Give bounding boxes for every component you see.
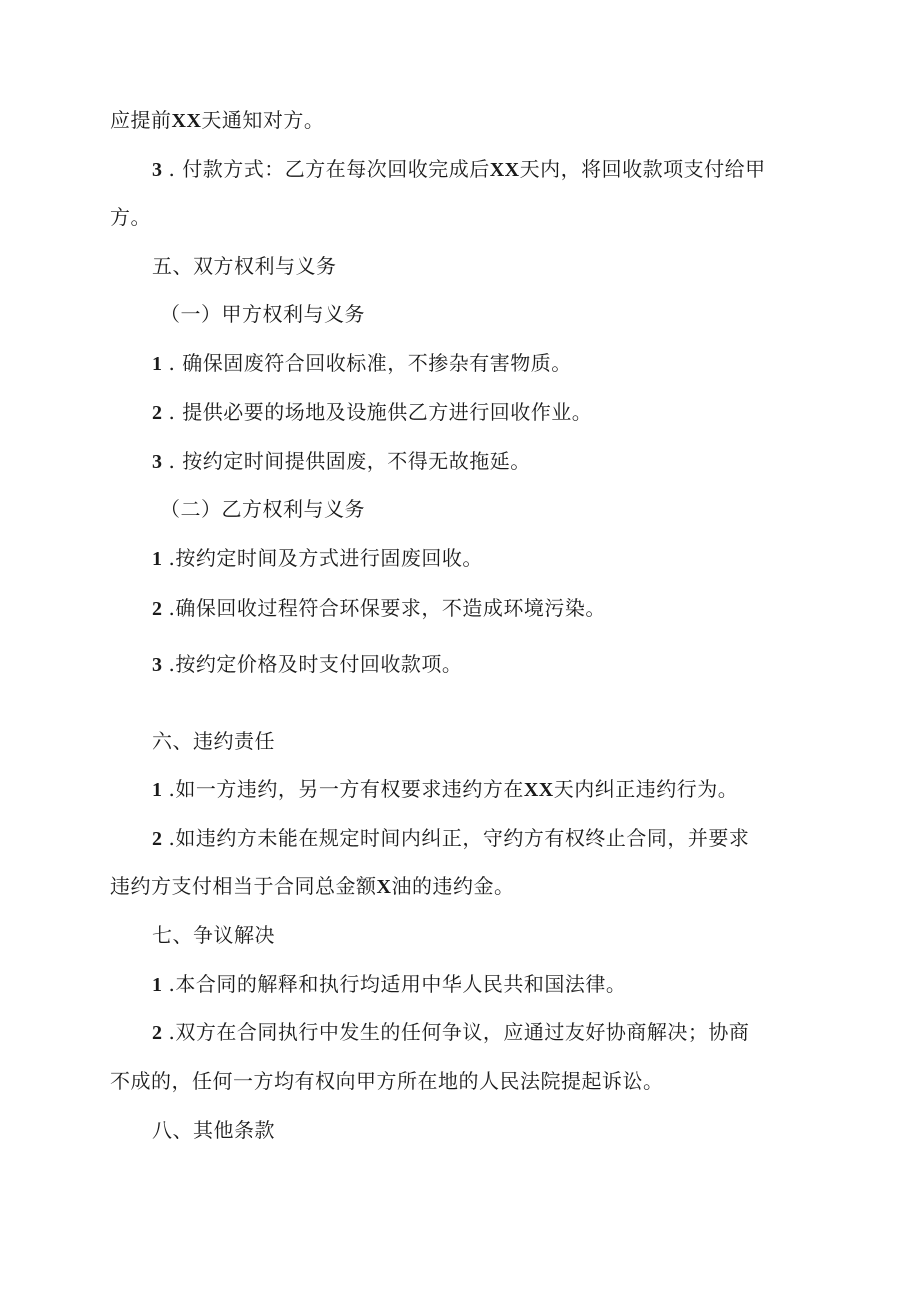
- text-segment: 不成的，任何一方均有权向甲方所在地的人民法院提起诉讼。: [110, 1069, 664, 1093]
- clause-number: 1: [152, 779, 163, 801]
- clause-c1: [152, 775, 738, 804]
- text-segment: .双方在合同执行中发生的任何争议，应通过友好协商解决；协商: [168, 1020, 750, 1044]
- clause-number: 3: [152, 654, 163, 676]
- clause-b3: [152, 650, 462, 679]
- text-segment: 油的违约金。: [391, 874, 515, 898]
- text-segment: . 付款方式：乙方在每次回收完成后: [168, 157, 490, 181]
- placeholder-xx: XX: [523, 779, 554, 801]
- subsection-heading-party-b: （二）乙方权利与义务: [160, 497, 365, 521]
- placeholder-xx: XX: [171, 110, 202, 132]
- clause-number: 2: [152, 1022, 163, 1044]
- text-segment: .如违约方未能在规定时间内纠正，守约方有权终止合同，并要求: [168, 826, 750, 850]
- section-heading-6: 六、违约责任: [152, 729, 275, 753]
- paragraph-line: [110, 1067, 664, 1095]
- text-segment: 应提前: [110, 108, 172, 132]
- clause-a3: [152, 447, 531, 476]
- clause-a2: [152, 398, 592, 427]
- clause-number: 1: [152, 548, 163, 570]
- clause-number: 3: [152, 159, 163, 181]
- clause-number: 2: [152, 828, 163, 850]
- clause-number: 2: [152, 598, 163, 620]
- placeholder-xx: XX: [489, 159, 520, 181]
- clause-d1: [152, 970, 626, 999]
- text-segment: 违约方支付相当于合同总金额: [110, 874, 377, 898]
- clause-payment-method: [152, 155, 766, 184]
- clause-number: 3: [152, 451, 163, 473]
- text-segment: .确保回收过程符合环保要求，不造成环境污染。: [168, 596, 606, 620]
- subsection-heading-party-a: （一）甲方权利与义务: [160, 302, 365, 326]
- text-segment: . 提供必要的场地及设施供乙方进行回收作业。: [168, 400, 593, 424]
- paragraph-line: [110, 106, 324, 135]
- clause-number: 2: [152, 402, 163, 424]
- section-heading-5: 五、双方权利与义务: [152, 254, 337, 278]
- clause-a1: [152, 349, 572, 378]
- clause-b2: [152, 594, 606, 623]
- clause-b1: [152, 544, 483, 573]
- clause-number: 1: [152, 353, 163, 375]
- text-segment: .按约定时间及方式进行固废回收。: [168, 546, 483, 570]
- text-segment: 天通知对方。: [201, 108, 325, 132]
- text-segment: 天内，将回收款项支付给甲: [519, 157, 766, 181]
- text-segment: .按约定价格及时支付回收款项。: [168, 652, 463, 676]
- clause-c2: [152, 824, 749, 853]
- paragraph-line: [110, 203, 151, 231]
- text-segment: . 确保固废符合回收标准，不掺杂有害物质。: [168, 351, 572, 375]
- placeholder-x: X: [376, 876, 392, 898]
- clause-d2: [152, 1018, 749, 1047]
- clause-number: 1: [152, 974, 163, 996]
- text-segment: 方。: [110, 205, 151, 229]
- text-segment: .如一方违约，另一方有权要求违约方在: [168, 777, 524, 801]
- section-heading-7: 七、争议解决: [152, 923, 275, 947]
- text-segment: 天内纠正违约行为。: [553, 777, 739, 801]
- text-segment: . 按约定时间提供固废，不得无故拖延。: [168, 449, 531, 473]
- text-segment: .本合同的解释和执行均适用中华人民共和国法律。: [168, 972, 627, 996]
- paragraph-line: [110, 872, 514, 901]
- section-heading-8: 八、其他条款: [152, 1118, 275, 1142]
